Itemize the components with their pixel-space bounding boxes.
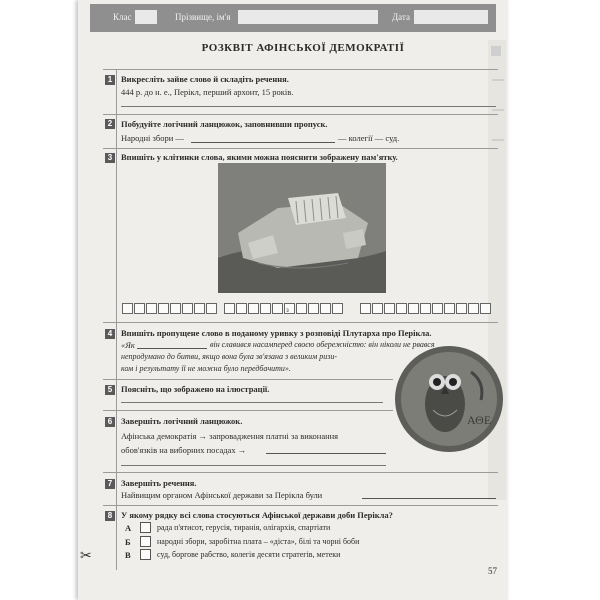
option-c-letter: В <box>125 550 131 560</box>
q4-quote-line2: непродумано до битви, якщо вона була зв'язана з великим ризи- <box>121 352 338 361</box>
question-number-5: 5 <box>105 385 115 395</box>
q3-instruction: Впишіть у клітинки слова, якими можна пояснити зображену пам'ятку. <box>121 152 398 162</box>
connector-word: з <box>286 306 289 314</box>
answer-cell[interactable] <box>432 303 443 314</box>
header-bar <box>90 4 496 32</box>
q2-text-end: — колегії — суд. <box>338 133 400 143</box>
answer-cell[interactable] <box>248 303 259 314</box>
q4-instruction: Впишіть пропущене слово в поданому уривку з розповіді Плутарха про Перікла. <box>121 328 432 338</box>
answer-cell[interactable] <box>384 303 395 314</box>
option-b-checkbox[interactable] <box>140 536 151 547</box>
question-number-2: 2 <box>105 119 115 129</box>
scissors-icon: ✂ <box>80 549 92 564</box>
answer-cell[interactable] <box>146 303 157 314</box>
option-b-letter: Б <box>125 537 131 547</box>
answer-cell[interactable] <box>158 303 169 314</box>
owl-coin-image <box>393 342 506 455</box>
answer-cell[interactable] <box>170 303 181 314</box>
q8-instruction: У якому рядку всі слова стосуються Афінської держави доби Перікла? <box>121 510 393 520</box>
page-title: РОЗКВІТ АФІНСЬКОЇ ДЕМОКРАТІЇ <box>201 42 405 54</box>
answer-cell[interactable] <box>396 303 407 314</box>
separator-2 <box>103 114 498 115</box>
answer-cell[interactable] <box>182 303 193 314</box>
date-label: Дата <box>392 12 410 22</box>
acropolis-photo <box>218 163 386 293</box>
q1-answer-line[interactable] <box>121 106 496 107</box>
q2-blank[interactable] <box>191 142 335 143</box>
q2-text-start: Народні збори — <box>121 133 184 143</box>
separator-6 <box>103 410 393 411</box>
option-a-checkbox[interactable] <box>140 522 151 533</box>
answer-cell[interactable] <box>468 303 479 314</box>
q1-text: 444 р. до н. е., Перікл, перший архонт, 15 років. <box>121 87 294 97</box>
answer-cell[interactable] <box>332 303 343 314</box>
q1-instruction: Викресліть зайве слово й складіть речення. <box>121 74 289 84</box>
answer-cell[interactable] <box>408 303 419 314</box>
option-c-checkbox[interactable] <box>140 549 151 560</box>
q6-line2: обов'язків на виборних посадах → <box>121 445 247 455</box>
option-b-text: народні збори, заробітна плата – «діста», білі та чорні боби <box>157 537 360 546</box>
name-label: Прізвище, ім'я <box>175 12 231 22</box>
q7-blank[interactable] <box>362 498 496 499</box>
answer-cell[interactable] <box>260 303 271 314</box>
q5-instruction: Поясніть, що зображено на ілюстрації. <box>121 384 270 394</box>
answer-cell[interactable] <box>372 303 383 314</box>
left-margin-line <box>116 70 117 570</box>
page-number: 57 <box>488 566 497 576</box>
option-a-text: рада п'ятисот, герусія, тиранія, олігархія, спартіати <box>157 523 331 532</box>
q4-quote-start: «Як <box>121 340 135 350</box>
question-number-8: 8 <box>105 511 115 521</box>
date-field[interactable] <box>414 10 488 24</box>
separator-1 <box>103 69 498 70</box>
answer-cell[interactable] <box>420 303 431 314</box>
answer-cell[interactable] <box>194 303 205 314</box>
separator-3 <box>103 148 498 149</box>
separator-7 <box>103 472 498 473</box>
q6-blank-1[interactable] <box>266 453 386 454</box>
answer-cell[interactable] <box>206 303 217 314</box>
separator-8 <box>103 505 498 506</box>
q7-instruction: Завершіть речення. <box>121 478 197 488</box>
answer-cell[interactable] <box>272 303 283 314</box>
option-c-text: суд, боргове рабство, колегія десяти стратегів, метеки <box>157 550 341 559</box>
q6-instruction: Завершіть логічний ланцюжок. <box>121 416 243 426</box>
answer-cell[interactable] <box>444 303 455 314</box>
answer-cell[interactable] <box>134 303 145 314</box>
q5-answer-line[interactable] <box>121 402 383 403</box>
answer-cell[interactable] <box>308 303 319 314</box>
answer-cell[interactable] <box>360 303 371 314</box>
answer-cell[interactable] <box>296 303 307 314</box>
question-number-7: 7 <box>105 479 115 489</box>
separator-5 <box>103 379 393 380</box>
q4-quote-line3: ком і результату її не можна було передбачити». <box>121 364 291 373</box>
question-number-1: 1 <box>105 75 115 85</box>
answer-cell[interactable] <box>480 303 491 314</box>
svg-text:ΑΘΕ: ΑΘΕ <box>467 413 492 427</box>
q7-text: Найвищим органом Афінської держави за Перікла були <box>121 490 323 500</box>
answer-cell[interactable] <box>320 303 331 314</box>
name-field[interactable] <box>238 10 378 24</box>
class-label: Клас <box>113 12 132 22</box>
answer-cell[interactable] <box>224 303 235 314</box>
q4-blank[interactable] <box>137 348 207 349</box>
class-field[interactable] <box>135 10 157 24</box>
question-number-3: 3 <box>105 153 115 163</box>
answer-cell[interactable] <box>236 303 247 314</box>
question-number-4: 4 <box>105 329 115 339</box>
q2-instruction: Побудуйте логічний ланцюжок, заповнивши пропуск. <box>121 119 328 129</box>
q6-line1: Афінська демократія → запровадження платні за виконання <box>121 431 339 441</box>
separator-4 <box>103 322 498 323</box>
q6-blank-2[interactable] <box>121 465 386 466</box>
question-number-6: 6 <box>105 417 115 427</box>
option-a-letter: А <box>125 523 132 533</box>
answer-cell[interactable] <box>456 303 467 314</box>
q4-quote-line1: він славився насамперед своєю обережністю: він ніколи не рвався <box>210 340 435 349</box>
answer-cell[interactable] <box>122 303 133 314</box>
